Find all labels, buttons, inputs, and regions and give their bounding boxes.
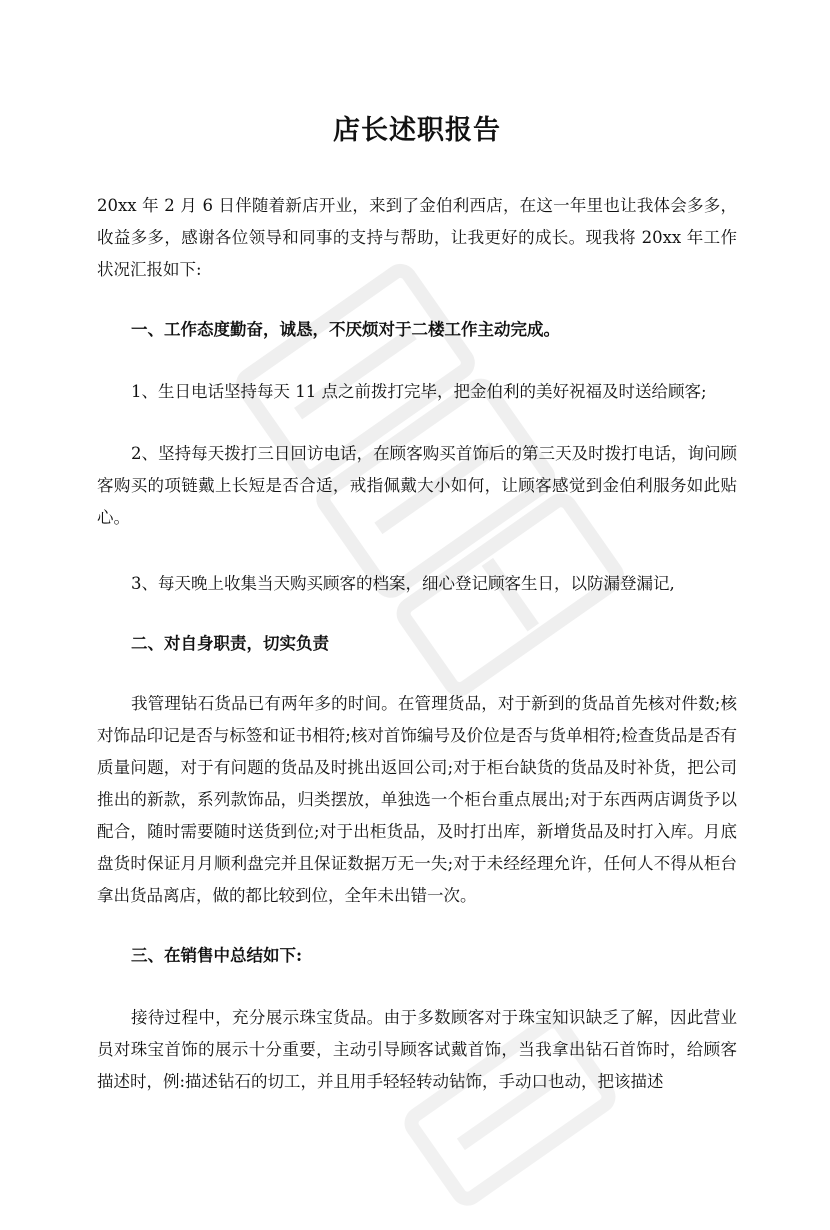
- section-3-heading: 三、在销售中总结如下:: [131, 946, 303, 965]
- section-1-heading: 一、工作态度勤奋，诚恳，不厌烦对于二楼工作主动完成。: [131, 320, 560, 339]
- section-3-body: 接待过程中，充分展示珠宝货品。由于多数顾客对于珠宝知识缺乏了解，因此营业员对珠宝首饰的展示十分重要，主动引导顾客试戴首饰，当我拿出钻石首饰时，给顾客描述时，例:描述钻石的切工，并且用手轻轻转动钻饰，手动口也动，把该描述: [97, 1008, 737, 1091]
- document-title: 店长述职报告: [333, 115, 501, 146]
- section-1-item-2: 2、坚持每天拨打三日回访电话，在顾客购买首饰后的第三天及时拨打电话，询问顾客购买的项链戴上长短是否合适，戒指佩戴大小如何，让顾客感觉到金伯利服务如此贴心。: [97, 444, 737, 527]
- section-2-heading: 二、对自身职责，切实负责: [131, 634, 329, 653]
- section-2-body: 我管理钻石货品已有两年多的时间。在管理货品，对于新到的货品首先核对件数;核对饰品印记是否与标签和证书相符;核对首饰编号及价位是否与货单相符;检查货品是否有质量问题，对于有问题的货品及时挑出返回公司;对于柜台缺货的货品及时补货，把公司推出的新款，系列款饰品，归类摆放，单独选一个柜台重点展出;对于东西两店调货予以配合，随时需要随时送货到位;对于出柜货品，及时打出库，新增货品及时打入库。月底盘货时保证月月顺利盘完并且保证数据万无一失;对于未经经理允许，任何人不得从柜台拿出货品离店，做的都比较到位，全年未出错一次。: [97, 694, 737, 905]
- section-1-item-3: 3、每天晚上收集当天购买顾客的档案，细心登记顾客生日，以防漏登漏记,: [131, 574, 675, 593]
- section-1-item-1: 1、生日电话坚持每天 11 点之前拨打完毕，把金伯利的美好祝福及时送给顾客;: [131, 382, 707, 401]
- intro-paragraph: 20xx 年 2 月 6 日伴随着新店开业，来到了金伯利西店，在这一年里也让我体会多多，收益多多，感谢各位领导和同事的支持与帮助，让我更好的成长。现我将 20xx 年工作状况汇报如下:: [97, 196, 737, 279]
